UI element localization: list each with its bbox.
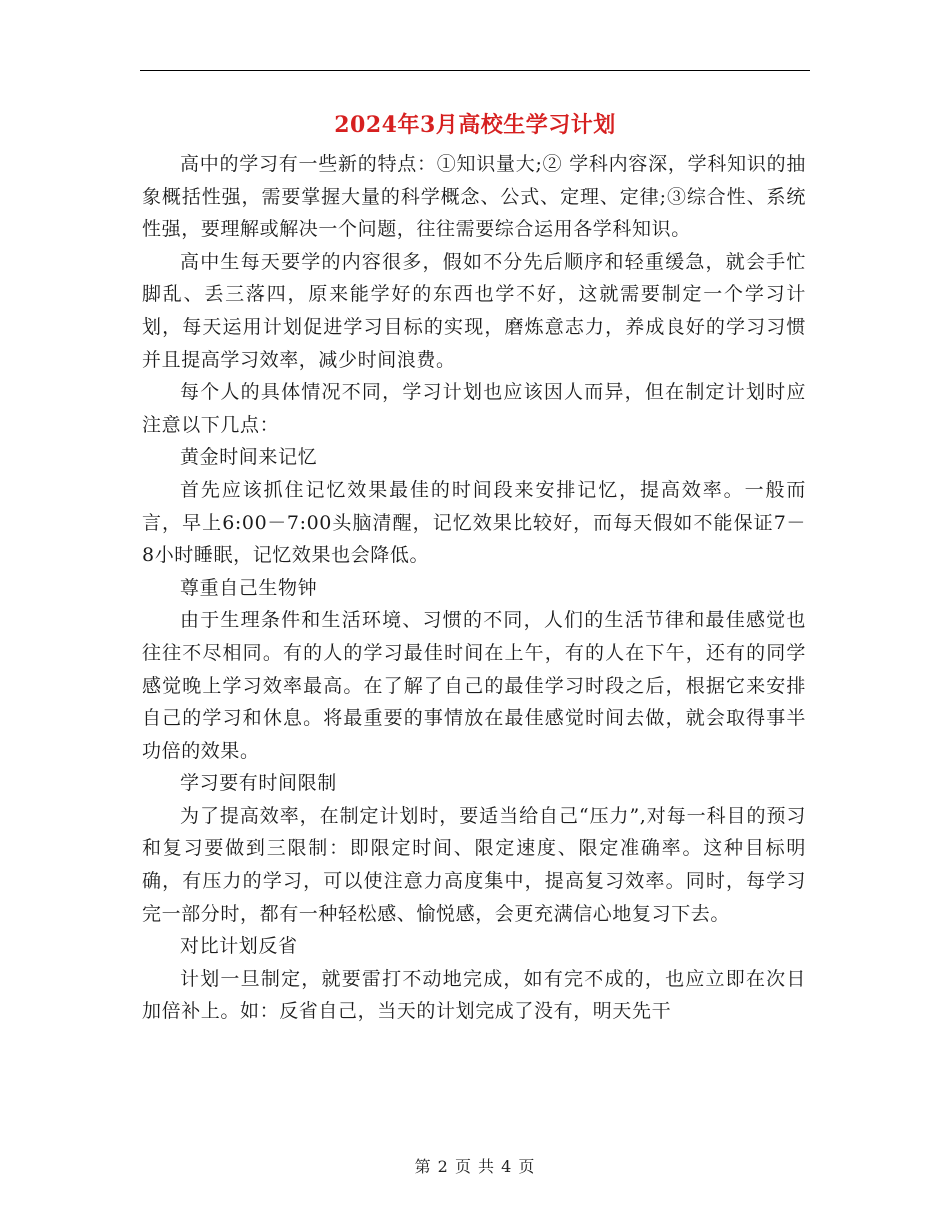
paragraph: 为了提高效率，在制定计划时，要适当给自己“压力”,对每一科目的预习和复习要做到三限制：即限定时间、限定速度、限定准确率。这种目标明确，有压力的学习，可以使注意力高度集中，提高复习效率。同时，每学习完一部分时，都有一种轻松感、愉悦感，会更充满信心地复习下去。 — [142, 804, 806, 925]
paragraph: 高中生每天要学的内容很多，假如不分先后顺序和轻重缓急，就会手忙脚乱、丢三落四，原来能学好的东西也学不好，这就需要制定一个学习计划，每天运用计划促进学习目标的实现，磨炼意志力，养成良好的学习习惯并且提高学习效率，减少时间浪费。 — [142, 250, 806, 371]
document-body — [142, 148, 806, 1028]
header-rule — [140, 70, 810, 71]
section-heading: 学习要有时间限制 — [180, 772, 337, 795]
section-heading: 黄金时间来记忆 — [180, 446, 318, 469]
paragraph: 首先应该抓住记忆效果最佳的时间段来安排记忆，提高效率。一般而言，早上6:00－7:00头脑清醒，记忆效果比较好，而每天假如不能保证7－8小时睡眠，记忆效果也会降低。 — [142, 478, 806, 567]
paragraph: 每个人的具体情况不同，学习计划也应该因人而异，但在制定计划时应注意以下几点： — [142, 381, 806, 436]
paragraph: 由于生理条件和生活环境、习惯的不同，人们的生活节律和最佳感觉也往往不尽相同。有的人的学习最佳时间在上午，有的人在下午，还有的同学感觉晚上学习效率最高。在了解了自己的最佳学习时段之后，根据它来安排自己的学习和休息。将最重要的事情放在最佳感觉时间去做，就会取得事半功倍的效果。 — [142, 609, 806, 762]
section-heading: 尊重自己生物钟 — [180, 576, 318, 599]
page-footer: 第 2 页 共 4 页 — [414, 1157, 536, 1176]
page-title: 2024年3月高校生学习计划 — [334, 112, 616, 138]
paragraph: 计划一旦制定，就要雷打不动地完成，如有完不成的，也应立即在次日加倍补上。如：反省自己，当天的计划完成了没有，明天先干 — [142, 967, 806, 1023]
paragraph: 高中的学习有一些新的特点：①知识量大;② 学科内容深，学科知识的抽象概括性强，需要掌握大量的科学概念、公式、定理、定律;③综合性、系统性强，要理解或解决一个问题，往往需要综合运用各学科知识。 — [142, 153, 806, 241]
section-heading: 对比计划反省 — [180, 935, 298, 958]
